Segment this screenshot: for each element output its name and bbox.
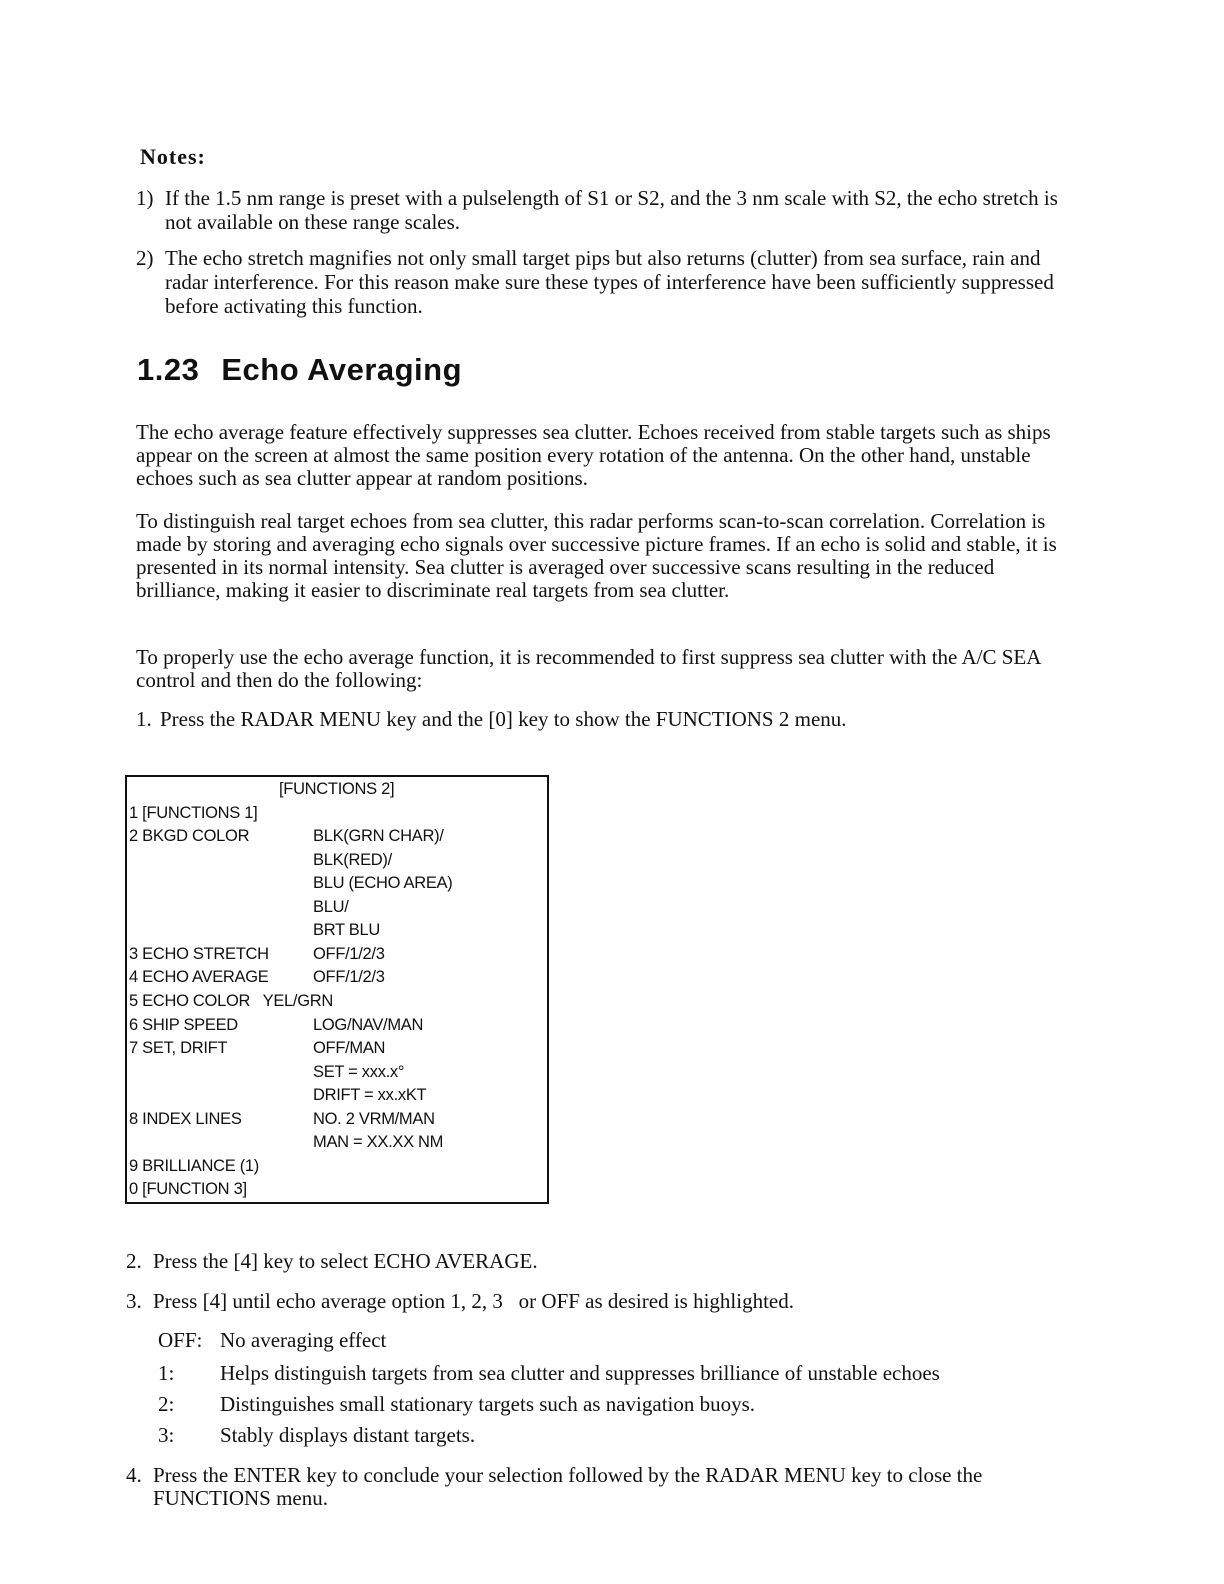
note-number: 1) (136, 186, 154, 210)
body-paragraph: To properly use the echo average function, it is recommended to first suppress sea clutter with the A/C SEA control and then do the following: (136, 645, 1041, 692)
step-text: Press the RADAR MENU key and the [0] key to show the FUNCTIONS 2 menu. (160, 707, 847, 731)
menu-row-label: 3 ECHO STRETCH (129, 945, 269, 963)
menu-row (129, 945, 269, 964)
procedure-step (126, 1464, 1086, 1510)
menu-row-value: BLU (ECHO AREA) (313, 874, 453, 892)
procedure-step (126, 1290, 1086, 1313)
menu-row-label: 9 BRILLIANCE (1) (129, 1157, 259, 1175)
menu-row-label: 1 [FUNCTIONS 1] (129, 804, 258, 822)
body-paragraph: To distinguish real target echoes from sea clutter, this radar performs scan-to-scan correlation. Correlation is made by storing and averaging echo signals over successive picture frames. If an echo is solid and stable, it is presented in its normal intensity. Sea clutter is averaged over successive scans resulting in the reduced brilliance, making it easier to discriminate real targets from sea clutter. (136, 509, 1057, 602)
menu-row-value: LOG/NAV/MAN (313, 1016, 424, 1034)
step-number: 4. (126, 1463, 142, 1487)
option-description: No averaging effect (220, 1328, 387, 1352)
section-heading (137, 352, 462, 388)
menu-row (129, 1180, 247, 1199)
body-paragraph: The echo average feature effectively suppresses sea clutter. Echoes received from stable targets such as ships appear on the screen at almost the same position every rotation of the antenna. On the other hand, unstable echoes such as sea clutter appear at random positions. (136, 420, 1051, 490)
note-item (136, 246, 1086, 318)
menu-row (129, 1157, 259, 1176)
menu-row-value: OFF/1/2/3 (313, 945, 385, 963)
option-key: 2: (158, 1392, 175, 1416)
step-number: 1. (136, 707, 152, 731)
procedure-step (126, 1250, 1086, 1273)
step-text: Press the [4] key to select ECHO AVERAGE. (153, 1249, 538, 1273)
menu-row (129, 804, 257, 823)
note-item (136, 186, 1086, 234)
note-text: The echo stretch magnifies not only small target pips but also returns (clutter) from sea surface, rain and radar interference. For this reason make sure these types of interference have been sufficiently suppressed before activating this function. (165, 246, 1054, 318)
step-text: Press the ENTER key to conclude your selection followed by the RADAR MENU key to close the FUNCTIONS menu. (153, 1463, 983, 1510)
menu-row-value: MAN = XX.XX NM (313, 1133, 444, 1151)
menu-row-label: 2 BKGD COLOR (129, 827, 250, 845)
menu-row (129, 1039, 227, 1058)
menu-row-value: OFF/1/2/3 (313, 968, 385, 986)
menu-row-value: OFF/MAN (313, 1039, 386, 1057)
section-title: Echo Averaging (221, 352, 463, 387)
menu-row (129, 1016, 238, 1035)
note-number: 2) (136, 246, 154, 270)
menu-row-value: SET = xxx.x° (313, 1063, 405, 1081)
menu-row (129, 827, 249, 846)
menu-row-label: 8 INDEX LINES (129, 1110, 242, 1128)
option-description: Stably displays distant targets. (220, 1423, 476, 1447)
menu-row-value: BLK(GRN CHAR)/ (313, 827, 444, 845)
functions-2-menu (125, 775, 549, 1204)
menu-row-label: 4 ECHO AVERAGE (129, 968, 269, 986)
menu-row (129, 1110, 242, 1129)
menu-row-label: 6 SHIP SPEED (129, 1016, 238, 1034)
menu-title: [FUNCTIONS 2] (279, 780, 395, 798)
option-description: Distinguishes small stationary targets such as navigation buoys. (220, 1392, 756, 1416)
menu-row-value: BLU/ (313, 898, 349, 916)
menu-row-label: 7 SET, DRIFT (129, 1039, 228, 1057)
menu-row-value: BLK(RED)/ (313, 851, 392, 869)
menu-row-label: 0 [FUNCTION 3] (129, 1180, 247, 1198)
step-number: 3. (126, 1289, 142, 1313)
option-key: 1: (158, 1361, 175, 1385)
step-text: Press [4] until echo average option 1, 2, 3 or OFF as desired is highlighted. (153, 1289, 794, 1313)
option-key: 3: (158, 1423, 175, 1447)
procedure-step (136, 708, 1096, 731)
note-text: If the 1.5 nm range is preset with a pulselength of S1 or S2, and the 3 nm scale with S2, the echo stretch is not available on these range scales. (165, 186, 1058, 234)
step-number: 2. (126, 1249, 142, 1273)
option-key: OFF: (158, 1328, 203, 1352)
menu-row-value: BRT BLU (313, 921, 380, 939)
menu-row (129, 968, 268, 987)
menu-row (129, 992, 333, 1011)
notes-heading: Notes: (140, 144, 206, 169)
option-description: Helps distinguish targets from sea clutter and suppresses brilliance of unstable echoes (220, 1361, 940, 1385)
menu-row-value: NO. 2 VRM/MAN (313, 1110, 435, 1128)
section-number: 1.23 (137, 352, 200, 387)
menu-row-value: DRIFT = xx.xKT (313, 1086, 427, 1104)
menu-row-label: 5 ECHO COLOR YEL/GRN (129, 992, 333, 1010)
